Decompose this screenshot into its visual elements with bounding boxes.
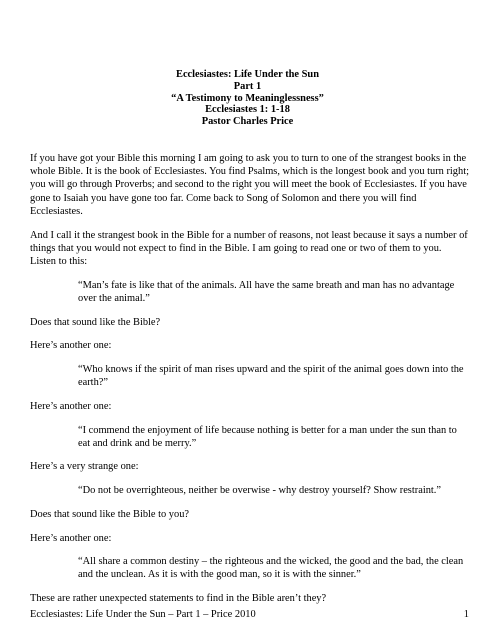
block-quote: “Do not be overrighteous, neither be overwise - why destroy yourself? Show restraint.” [78, 485, 441, 497]
series-title: Ecclesiastes: Life Under the Sun [176, 69, 319, 80]
paragraph: Here’s another one: [30, 340, 112, 352]
paragraph: These are rather unexpected statements to find in the Bible aren’t they? [30, 593, 327, 605]
paragraph: Here’s another one: [30, 532, 112, 544]
paragraph: Here’s a very strange one: [30, 461, 139, 473]
paragraph: Does that sound like the Bible to you? [30, 508, 190, 520]
scripture-reference: Ecclesiastes 1: 1-18 [205, 104, 290, 116]
paragraph: And I call it the strangest book in the Bible for a number of reasons, not least because it says a number of things that you would not expect to find in the Bible. I am going to read one or two of them to you. Listen to this: [30, 229, 468, 267]
block-quote: “Who knows if the spirit of man rises upward and the spirit of the animal goes down into the earth?” [78, 363, 464, 389]
paragraph: Does that sound like the Bible? [30, 316, 161, 328]
page-footer [30, 609, 469, 621]
block-quote: “Man’s fate is like that of the animals. All have the same breath and man has no advantage over the animal.” [78, 279, 455, 304]
sermon-title: “A Testimony to Meaninglessness” [171, 92, 324, 104]
document-body [30, 152, 470, 616]
paragraph: Here’s another one: [30, 400, 112, 412]
document-heading [0, 69, 495, 128]
footer-text: Ecclesiastes: Life Under the Sun – Part 1 – Price 2010 [30, 609, 256, 620]
page-number: 1 [463, 609, 469, 620]
block-quote: “I commend the enjoyment of life because nothing is better for a man under the sun than to eat and drink and be merry.” [78, 424, 457, 449]
block-quote: “All share a common destiny – the righteous and the wicked, the good and the bad, the clean and the unclean. As it is with the good man, so it is with the sinner.” [78, 556, 464, 581]
part-number: Part 1 [233, 80, 262, 92]
author-name: Pastor Charles Price [201, 116, 294, 128]
paragraph: If you have got your Bible this morning I am going to ask you to turn to one of the strangest books in the whole Bible. It is the book of Ecclesiastes. You find Psalms, which is the longest book and you turn right; you will go through Proverbs; and second to the right you will meet the book of Ecclesiastes. If you have gone to Isaiah you have gone too far. Come back to Song of Solomon and there you will find Ecclesiastes. [30, 153, 469, 217]
